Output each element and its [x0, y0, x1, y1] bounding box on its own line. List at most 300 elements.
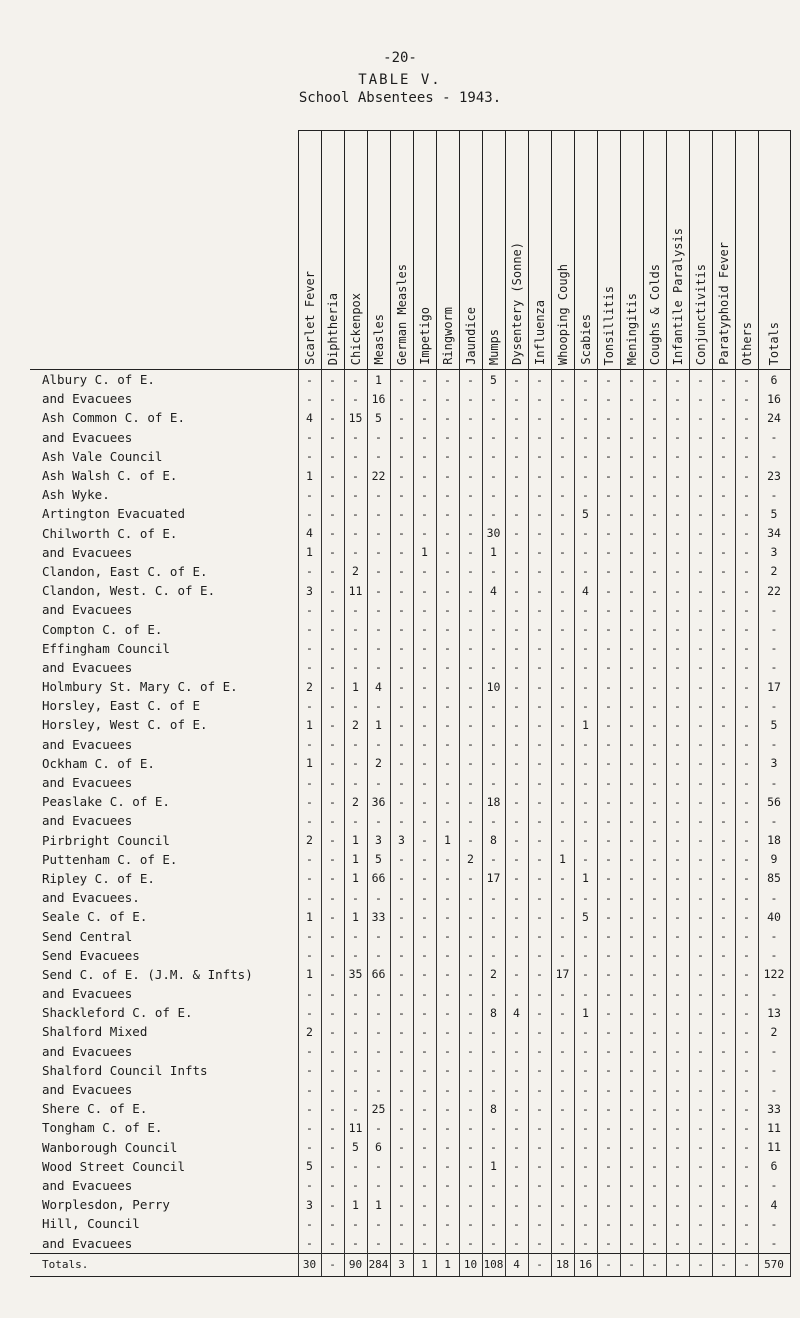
table-cell: 8 — [482, 1099, 505, 1118]
table-cell: - — [390, 428, 413, 447]
table-cell: 35 — [344, 965, 367, 984]
table-cell: - — [482, 850, 505, 869]
table-cell: - — [436, 1176, 459, 1195]
table-cell: - — [712, 907, 735, 926]
table-cell: - — [597, 754, 620, 773]
table-cell: - — [735, 1080, 758, 1099]
table-cell: - — [505, 926, 528, 945]
table-cell: - — [459, 792, 482, 811]
table-cell: - — [689, 428, 712, 447]
school-name-header — [30, 131, 298, 370]
table-row — [30, 447, 790, 466]
table-cell: - — [321, 1176, 344, 1195]
table-cell: - — [758, 811, 790, 830]
table-cell: - — [505, 773, 528, 792]
table-cell: - — [689, 792, 712, 811]
table-cell: - — [689, 1080, 712, 1099]
table-cell: - — [367, 1042, 390, 1061]
table-cell: - — [689, 754, 712, 773]
table-row — [30, 773, 790, 792]
table-cell: - — [321, 504, 344, 523]
table-cell: - — [666, 1233, 689, 1253]
table-cell: - — [597, 1099, 620, 1118]
column-header — [689, 131, 712, 370]
table-cell: - — [528, 965, 551, 984]
table-cell: - — [344, 619, 367, 638]
school-name: Artington Evacuated — [30, 504, 298, 523]
table-cell: - — [321, 831, 344, 850]
table-cell: - — [689, 773, 712, 792]
table-cell: - — [321, 869, 344, 888]
table-cell: - — [298, 389, 321, 408]
school-name: Clandon, West. C. of E. — [30, 581, 298, 600]
table-cell: - — [390, 735, 413, 754]
table-cell: - — [712, 524, 735, 543]
table-cell: - — [689, 581, 712, 600]
table-cell: - — [505, 831, 528, 850]
table-cell: - — [413, 581, 436, 600]
table-cell: 5 — [574, 907, 597, 926]
school-name: Pirbright Council — [30, 831, 298, 850]
table-cell: 8 — [482, 831, 505, 850]
table-cell: - — [689, 447, 712, 466]
table-cell: 24 — [758, 408, 790, 427]
table-cell: - — [597, 869, 620, 888]
table-cell: - — [620, 888, 643, 907]
table-cell: - — [528, 715, 551, 734]
table-cell: - — [551, 370, 574, 390]
table-cell: - — [321, 428, 344, 447]
table-cell: - — [666, 562, 689, 581]
table-cell: - — [436, 1061, 459, 1080]
column-header — [321, 131, 344, 370]
table-cell: 34 — [758, 524, 790, 543]
table-cell: - — [413, 792, 436, 811]
school-name: Shere C. of E. — [30, 1099, 298, 1118]
table-cell: - — [459, 543, 482, 562]
table-cell: - — [321, 1022, 344, 1041]
table-cell: - — [344, 926, 367, 945]
table-cell: - — [459, 984, 482, 1003]
table-cell: - — [528, 773, 551, 792]
table-cell: - — [528, 658, 551, 677]
table-cell: - — [689, 1061, 712, 1080]
table-cell: - — [528, 600, 551, 619]
school-name: and Evacuees — [30, 984, 298, 1003]
table-cell: - — [321, 1042, 344, 1061]
table-cell: - — [666, 447, 689, 466]
table-cell: - — [735, 1099, 758, 1118]
table-cell: - — [298, 485, 321, 504]
table-cell: - — [689, 1099, 712, 1118]
table-cell: - — [298, 619, 321, 638]
table-cell: - — [482, 715, 505, 734]
table-cell: - — [390, 1099, 413, 1118]
table-cell: 16 — [758, 389, 790, 408]
table-cell: - — [574, 926, 597, 945]
table-cell: - — [298, 1214, 321, 1233]
table-cell: 2 — [298, 1022, 321, 1041]
table-cell: - — [597, 792, 620, 811]
table-row — [30, 850, 790, 869]
table-cell: - — [298, 370, 321, 390]
table-cell: - — [643, 1214, 666, 1233]
table-cell: - — [505, 869, 528, 888]
table-cell: - — [505, 907, 528, 926]
column-header-label: Conjunctivitis — [693, 263, 708, 365]
table-cell: - — [643, 1118, 666, 1137]
table-cell: - — [528, 466, 551, 485]
table-cell: - — [321, 946, 344, 965]
table-cell: - — [528, 1080, 551, 1099]
table-cell: 1 — [574, 715, 597, 734]
table-cell: - — [528, 811, 551, 830]
table-cell: - — [482, 619, 505, 638]
table-cell: - — [436, 485, 459, 504]
table-cell: - — [574, 428, 597, 447]
table-cell: 1 — [413, 543, 436, 562]
table-cell: - — [735, 984, 758, 1003]
totals-cell: 90 — [344, 1253, 367, 1276]
table-cell: - — [459, 811, 482, 830]
table-cell: 2 — [459, 850, 482, 869]
table-cell: - — [482, 811, 505, 830]
table-cell: - — [298, 1003, 321, 1022]
totals-cell: 570 — [758, 1253, 790, 1276]
table-cell: - — [758, 984, 790, 1003]
table-cell: - — [505, 1176, 528, 1195]
table-cell: - — [758, 658, 790, 677]
table-cell: - — [482, 1118, 505, 1137]
table-cell: 1 — [344, 907, 367, 926]
table-cell: - — [620, 1157, 643, 1176]
totals-cell: - — [321, 1253, 344, 1276]
table-cell: - — [298, 735, 321, 754]
table-cell: - — [459, 1176, 482, 1195]
table-cell: 4 — [298, 408, 321, 427]
table-cell: - — [666, 735, 689, 754]
table-cell: - — [505, 811, 528, 830]
table-cell: - — [436, 888, 459, 907]
table-cell: - — [620, 1214, 643, 1233]
table-cell: - — [528, 1118, 551, 1137]
table-cell: - — [689, 811, 712, 830]
table-cell: - — [689, 1214, 712, 1233]
table-cell: - — [390, 524, 413, 543]
column-header — [344, 131, 367, 370]
table-cell: - — [344, 888, 367, 907]
table-cell: - — [413, 1214, 436, 1233]
school-name: and Evacuees — [30, 1042, 298, 1061]
table-cell: - — [321, 850, 344, 869]
table-cell: - — [643, 677, 666, 696]
table-cell: - — [620, 1099, 643, 1118]
school-name: Albury C. of E. — [30, 370, 298, 390]
table-cell: - — [367, 811, 390, 830]
table-cell: - — [390, 485, 413, 504]
table-row — [30, 524, 790, 543]
table-cell: - — [413, 485, 436, 504]
table-cell: - — [689, 946, 712, 965]
table-cell: - — [643, 1157, 666, 1176]
table-cell: - — [413, 504, 436, 523]
table-cell: - — [620, 1233, 643, 1253]
table-cell: - — [597, 504, 620, 523]
table-cell: 3 — [367, 831, 390, 850]
table-cell: - — [413, 619, 436, 638]
table-cell: - — [551, 792, 574, 811]
table-cell: - — [436, 1099, 459, 1118]
table-cell: - — [620, 831, 643, 850]
table-cell: - — [597, 1233, 620, 1253]
table-cell: - — [344, 658, 367, 677]
table-cell: - — [459, 1080, 482, 1099]
table-cell: - — [620, 1022, 643, 1041]
totals-label: Totals. — [30, 1253, 298, 1276]
table-cell: - — [597, 850, 620, 869]
table-cell: - — [390, 389, 413, 408]
table-row — [30, 1118, 790, 1137]
table-cell: 22 — [367, 466, 390, 485]
table-cell: - — [482, 1042, 505, 1061]
table-cell: - — [321, 907, 344, 926]
table-cell: - — [758, 428, 790, 447]
table-cell: - — [574, 946, 597, 965]
table-cell: - — [390, 965, 413, 984]
page-number: -20- — [383, 50, 417, 66]
table-cell: - — [528, 946, 551, 965]
table-cell: - — [367, 1214, 390, 1233]
table-cell: - — [620, 735, 643, 754]
table-cell: - — [344, 1022, 367, 1041]
table-cell: - — [597, 1176, 620, 1195]
table-cell: - — [666, 543, 689, 562]
table-cell: - — [689, 1233, 712, 1253]
table-cell: 1 — [436, 831, 459, 850]
table-cell: - — [620, 466, 643, 485]
table-cell: - — [367, 658, 390, 677]
table-cell: - — [712, 639, 735, 658]
table-cell: - — [321, 524, 344, 543]
school-name: Hill, Council — [30, 1214, 298, 1233]
school-name: Shalford Mixed — [30, 1022, 298, 1041]
school-name: Ash Common C. of E. — [30, 408, 298, 427]
table-cell: 2 — [482, 965, 505, 984]
table-cell: - — [758, 447, 790, 466]
column-header — [620, 131, 643, 370]
table-cell: - — [551, 504, 574, 523]
table-cell: - — [620, 946, 643, 965]
table-cell: - — [344, 428, 367, 447]
column-header-label: Influenza — [532, 299, 547, 365]
table-cell: - — [551, 1003, 574, 1022]
table-cell: - — [482, 946, 505, 965]
table-cell: 5 — [574, 504, 597, 523]
table-cell: 13 — [758, 1003, 790, 1022]
table-body — [30, 370, 790, 1277]
table-cell: - — [505, 984, 528, 1003]
table-cell: - — [505, 1233, 528, 1253]
table-cell: - — [689, 715, 712, 734]
table-cell: 33 — [367, 907, 390, 926]
school-name: and Evacuees — [30, 658, 298, 677]
table-cell: - — [505, 946, 528, 965]
table-cell: 5 — [344, 1138, 367, 1157]
table-cell: - — [459, 619, 482, 638]
table-cell: - — [574, 1214, 597, 1233]
table-cell: - — [436, 1003, 459, 1022]
table-cell: - — [321, 600, 344, 619]
table-cell: 5 — [298, 1157, 321, 1176]
table-cell: - — [367, 696, 390, 715]
table-cell: - — [298, 504, 321, 523]
table-cell: - — [459, 466, 482, 485]
table-row — [30, 869, 790, 888]
table-cell: - — [597, 370, 620, 390]
table-cell: - — [551, 735, 574, 754]
school-name: and Evacuees — [30, 811, 298, 830]
table-cell: - — [482, 735, 505, 754]
table-cell: - — [735, 888, 758, 907]
table-cell: - — [367, 504, 390, 523]
table-cell: - — [482, 447, 505, 466]
table-cell: - — [643, 1099, 666, 1118]
table-cell: 1 — [482, 1157, 505, 1176]
table-cell: - — [666, 1022, 689, 1041]
table-cell: 17 — [482, 869, 505, 888]
table-cell: - — [643, 1022, 666, 1041]
table-cell: 17 — [758, 677, 790, 696]
table-cell: - — [413, 811, 436, 830]
table-cell: - — [505, 447, 528, 466]
table-cell: - — [597, 466, 620, 485]
table-cell: - — [666, 600, 689, 619]
table-cell: - — [528, 447, 551, 466]
table-cell: - — [689, 926, 712, 945]
table-cell: - — [574, 1138, 597, 1157]
table-row — [30, 639, 790, 658]
table-cell: - — [367, 619, 390, 638]
table-cell: - — [367, 1118, 390, 1137]
table-cell: - — [574, 677, 597, 696]
table-cell: - — [344, 1080, 367, 1099]
school-name: Clandon, East C. of E. — [30, 562, 298, 581]
school-name: Tongham C. of E. — [30, 1118, 298, 1137]
table-cell: - — [735, 447, 758, 466]
table-cell: - — [436, 792, 459, 811]
table-cell: - — [551, 946, 574, 965]
table-cell: - — [689, 1003, 712, 1022]
school-name: and Evacuees — [30, 773, 298, 792]
table-cell: - — [390, 1176, 413, 1195]
table-cell: - — [298, 1176, 321, 1195]
table-cell: - — [505, 428, 528, 447]
table-cell: - — [436, 504, 459, 523]
school-name: Ash Vale Council — [30, 447, 298, 466]
table-cell: - — [459, 1042, 482, 1061]
table-cell: 4 — [505, 1003, 528, 1022]
table-row — [30, 984, 790, 1003]
table-cell: - — [666, 792, 689, 811]
table-cell: - — [298, 850, 321, 869]
totals-cell: - — [735, 1253, 758, 1276]
table-cell: - — [298, 792, 321, 811]
table-cell: - — [712, 1233, 735, 1253]
table-cell: - — [413, 1157, 436, 1176]
table-cell: 1 — [298, 754, 321, 773]
table-cell: - — [551, 926, 574, 945]
table-cell: - — [505, 1157, 528, 1176]
table-cell: 1 — [298, 907, 321, 926]
table-cell: - — [597, 984, 620, 1003]
table-cell: - — [666, 1195, 689, 1214]
table-cell: - — [436, 735, 459, 754]
table-cell: - — [666, 1157, 689, 1176]
table-cell: - — [597, 1080, 620, 1099]
table-cell: - — [712, 1138, 735, 1157]
table-row — [30, 543, 790, 562]
table-cell: - — [712, 1080, 735, 1099]
column-header-label: Tonsillitis — [601, 285, 616, 365]
table-cell: - — [758, 1042, 790, 1061]
table-cell: - — [321, 1214, 344, 1233]
table-row — [30, 677, 790, 696]
table-cell: - — [367, 773, 390, 792]
table-cell: - — [597, 485, 620, 504]
table-cell: - — [689, 466, 712, 485]
table-cell: - — [390, 715, 413, 734]
school-name: and Evacuees — [30, 428, 298, 447]
table-cell: - — [298, 428, 321, 447]
table-cell: - — [505, 370, 528, 390]
table-cell: - — [390, 926, 413, 945]
table-cell: - — [597, 773, 620, 792]
table-cell: - — [367, 1233, 390, 1253]
table-cell: - — [551, 1080, 574, 1099]
table-cell: 56 — [758, 792, 790, 811]
table-cell: 2 — [758, 562, 790, 581]
table-cell: - — [321, 581, 344, 600]
totals-cell: 18 — [551, 1253, 574, 1276]
table-cell: - — [597, 1157, 620, 1176]
table-cell: - — [689, 696, 712, 715]
table-cell: - — [735, 1022, 758, 1041]
table-cell: - — [367, 1176, 390, 1195]
table-cell: - — [459, 1099, 482, 1118]
table-cell: - — [436, 946, 459, 965]
table-cell: - — [643, 619, 666, 638]
table-row — [30, 907, 790, 926]
table-cell: - — [620, 696, 643, 715]
column-header-label: Ringworm — [440, 307, 455, 365]
totals-cell: 30 — [298, 1253, 321, 1276]
table-cell: - — [505, 524, 528, 543]
table-cell: - — [459, 1157, 482, 1176]
table-cell: - — [298, 1061, 321, 1080]
table-cell: - — [528, 677, 551, 696]
table-cell: - — [574, 600, 597, 619]
table-cell: - — [390, 639, 413, 658]
table-cell: - — [390, 869, 413, 888]
table-cell: - — [712, 677, 735, 696]
table-cell: - — [735, 831, 758, 850]
table-cell: - — [712, 696, 735, 715]
table-cell: - — [712, 965, 735, 984]
table-cell: 30 — [482, 524, 505, 543]
table-cell: - — [666, 1214, 689, 1233]
table-cell: - — [390, 1214, 413, 1233]
table-cell: - — [712, 792, 735, 811]
